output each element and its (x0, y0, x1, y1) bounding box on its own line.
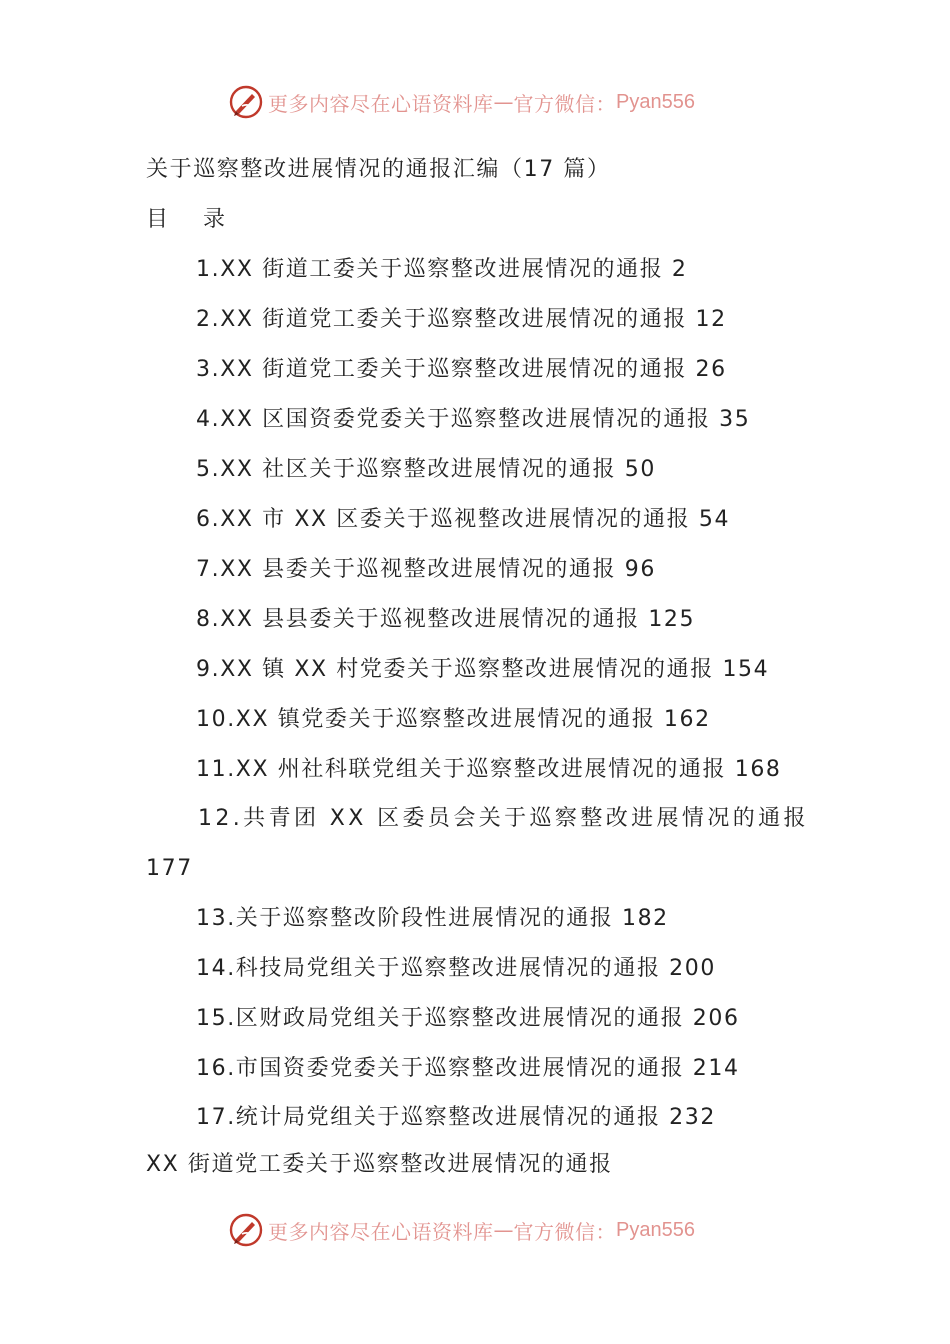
watermark-official-label: 官方微信： (513, 1219, 616, 1244)
toc-entry[interactable]: 10.XX 镇党委关于巡察整改进展情况的通报 162 (196, 707, 711, 732)
toc-entry[interactable]: 2.XX 街道党工委关于巡察整改进展情况的通报 12 (196, 307, 727, 332)
watermark-text: 更多内容尽在心语资料库 (268, 1219, 494, 1244)
toc-entry[interactable]: 16.市国资委党委关于巡察整改进展情况的通报 214 (196, 1056, 740, 1081)
toc-entry[interactable]: 7.XX 县委关于巡视整改进展情况的通报 96 (196, 557, 656, 582)
toc-entry[interactable]: 6.XX 市 XX 区委关于巡视整改进展情况的通报 54 (196, 507, 731, 532)
watermark-banner-top (228, 84, 695, 120)
toc-entry[interactable]: 3.XX 街道党工委关于巡察整改进展情况的通报 26 (196, 357, 727, 382)
pen-circle-logo-icon (228, 1212, 264, 1248)
toc-entry[interactable]: 5.XX 社区关于巡察整改进展情况的通报 50 (196, 457, 656, 482)
toc-entry[interactable]: 9.XX 镇 XX 村党委关于巡察整改进展情况的通报 154 (196, 657, 770, 682)
toc-heading: 目 录 (146, 207, 239, 232)
watermark-account: Pyan556 (616, 90, 695, 113)
watermark-separator: — (493, 1218, 514, 1242)
toc-entry[interactable]: 4.XX 区国资委党委关于巡察整改进展情况的通报 35 (196, 407, 751, 432)
toc-entry-page-number[interactable]: 177 (146, 856, 193, 881)
watermark-official-label: 官方微信： (513, 91, 616, 116)
toc-entry[interactable]: 8.XX 县县委关于巡视整改进展情况的通报 125 (196, 607, 696, 632)
watermark-separator: — (493, 90, 514, 114)
toc-entry[interactable]: 11.XX 州社科联党组关于巡察整改进展情况的通报 168 (196, 757, 782, 782)
toc-entry[interactable]: 1.XX 街道工委关于巡察整改进展情况的通报 2 (196, 257, 688, 282)
toc-entry[interactable]: 15.区财政局党组关于巡察整改进展情况的通报 206 (196, 1006, 740, 1031)
watermark-text: 更多内容尽在心语资料库 (268, 91, 494, 116)
watermark-account: Pyan556 (616, 1218, 695, 1241)
toc-entry[interactable]: 12.共青团 XX 区委员会关于巡察整改进展情况的通报 (198, 806, 809, 831)
toc-entry[interactable]: 17.统计局党组关于巡察整改进展情况的通报 232 (196, 1105, 716, 1130)
toc-entry[interactable]: 14.科技局党组关于巡察整改进展情况的通报 200 (196, 956, 716, 981)
toc-entry[interactable]: 13.关于巡察整改阶段性进展情况的通报 182 (196, 906, 669, 931)
watermark-banner-bottom (228, 1212, 695, 1248)
document-title: 关于巡察整改进展情况的通报汇编（17 篇） (146, 157, 611, 182)
section-heading: XX 街道党工委关于巡察整改进展情况的通报 (146, 1152, 613, 1177)
pen-circle-logo-icon (228, 84, 264, 120)
